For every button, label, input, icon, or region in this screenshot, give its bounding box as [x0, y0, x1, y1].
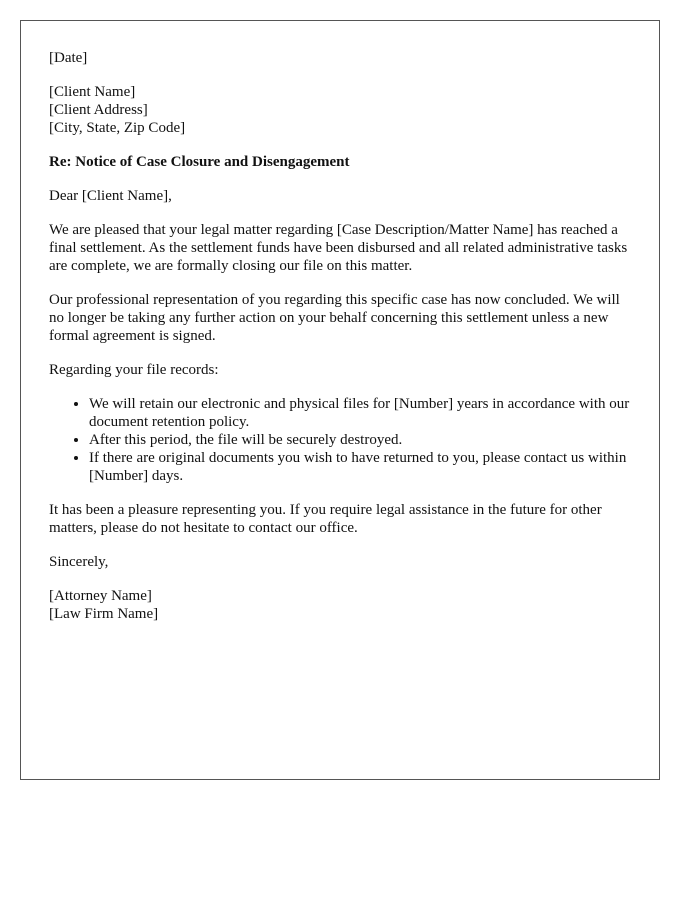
list-item: • If there are original documents you wish to have returned to you, please contact us within [Number] days. — [89, 449, 631, 485]
recipient-address: [Client Address] — [49, 102, 148, 118]
list-item: • After this period, the file will be securely destroyed. — [89, 431, 631, 449]
recipient-name: [Client Name] — [49, 84, 136, 100]
letter-date: [Date] — [49, 50, 88, 66]
body-paragraph-representation: Our professional representation of you regarding this specific case has now concluded. We will no longer be taking any further action on your behalf concerning this settlement unless a new formal agreement is signed. — [49, 292, 620, 344]
signoff: Sincerely, — [49, 554, 109, 570]
recipient-block — [49, 83, 631, 137]
records-bullet-list — [49, 395, 631, 485]
letter-page — [20, 20, 660, 780]
attorney-name: [Attorney Name] — [49, 588, 152, 604]
law-firm-name: [Law Firm Name] — [49, 606, 159, 622]
signature-block — [49, 587, 631, 623]
body-paragraph-settlement: We are pleased that your legal matter regarding [Case Description/Matter Name] has reached a final settlement. As the settlement funds have been disbursed and all related administrative tasks are complete, we are formally closing our file on this matter. — [49, 222, 628, 274]
records-intro: Regarding your file records: — [49, 362, 219, 378]
closing-paragraph: It has been a pleasure representing you. If you require legal assistance in the future for other matters, please do not hesitate to contact our office. — [49, 502, 602, 536]
recipient-city-state-zip: [City, State, Zip Code] — [49, 120, 186, 136]
list-item: • We will retain our electronic and physical files for [Number] years in accordance with our document retention policy. — [89, 395, 631, 431]
salutation: Dear [Client Name], — [49, 188, 172, 204]
letter-subject: Re: Notice of Case Closure and Disengagement — [49, 154, 350, 170]
